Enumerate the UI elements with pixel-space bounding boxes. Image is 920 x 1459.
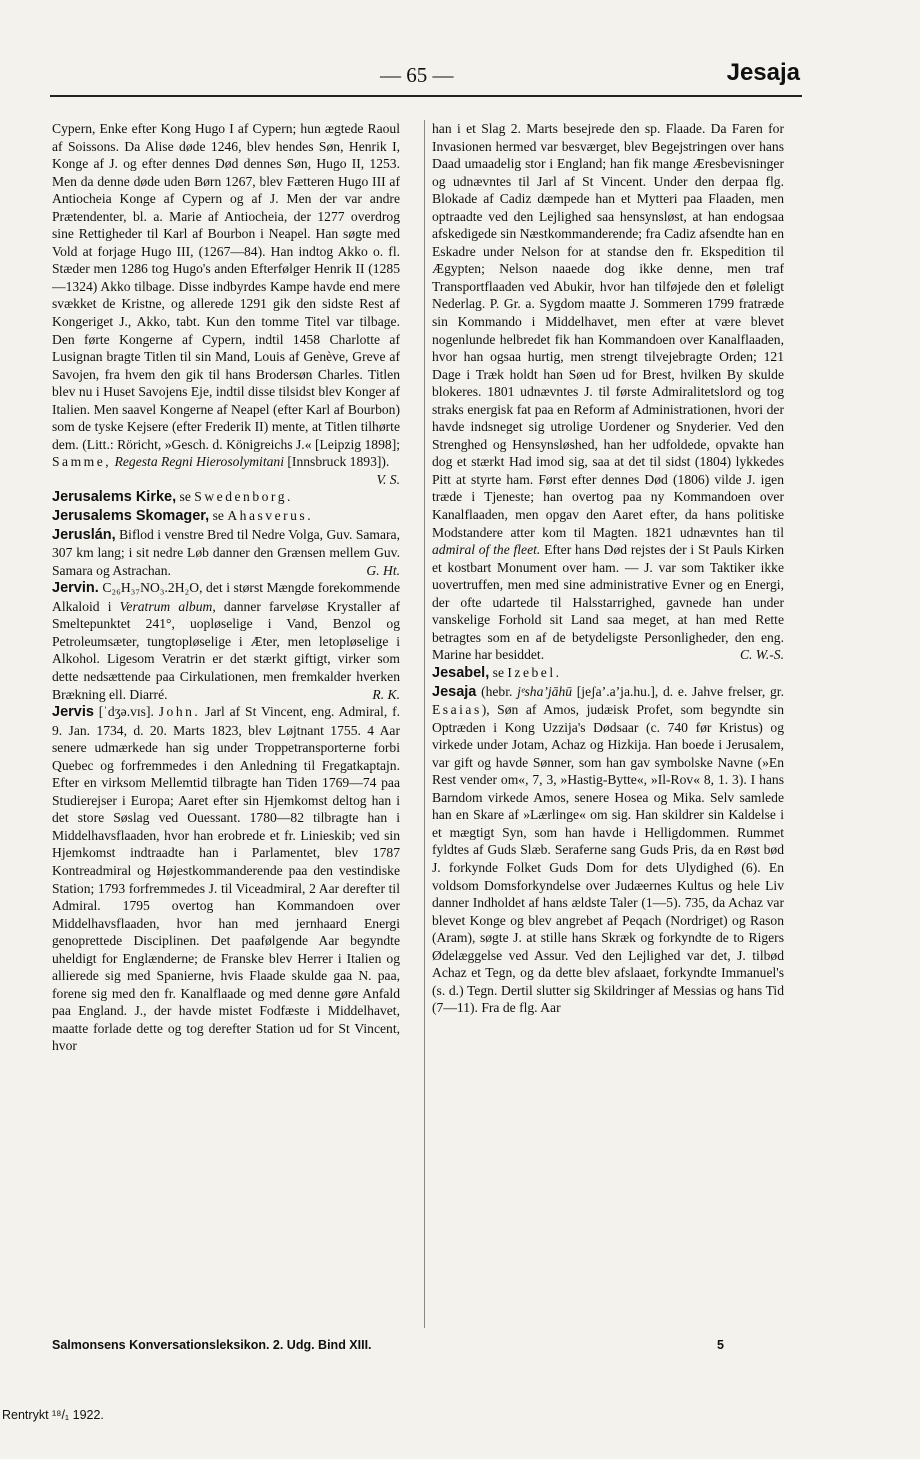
cross-reference: Izebel.	[507, 664, 562, 680]
entry-headword: Jervin.	[52, 580, 99, 597]
book-title: Regesta Regni Hierosolymitani	[114, 454, 284, 470]
pronunciation: [ˈdʒə.vɪs].	[98, 704, 154, 720]
left-column	[52, 120, 400, 1055]
page-number: — 65 —	[380, 63, 454, 87]
entry-jerusalems-kirke	[52, 488, 400, 507]
cross-reference: Ahasverus.	[227, 508, 314, 524]
entry-headword: Jesaja	[432, 683, 477, 700]
author-signature: R. K.	[372, 686, 400, 702]
page-header	[50, 55, 800, 95]
entry-jesaja	[432, 683, 784, 1017]
right-column	[432, 120, 784, 1017]
etymology: (hebr.	[481, 683, 513, 699]
entry-text: danner farveløse Krystaller af Smeltepunktet 241°, uopløselige i Vand, Benzol og Petroleumsæter, tungtopløselige i Æter, men letopløselige i Alkohol. Ligesom Veratrin er det stærkt giftigt, virker som dette nedsættende paa Cirkulationen, men fremkalder hverken Brækning ell. Diarré.	[52, 598, 400, 702]
entry-text: C₂₆H₃₇NO₃.2H₂O, det i størst Mængde forekommende Alkaloid i	[52, 580, 400, 614]
etymology: [jeʃaʼ.aʼja.hu.], d. e. Jahve frelser, gr.	[576, 683, 784, 699]
reprint-note: Rentrykt ¹⁸/₁ 1922.	[2, 1408, 104, 1422]
author-signature: V. S.	[376, 471, 400, 487]
see-label: se	[492, 664, 504, 680]
author-ref: Samme,	[52, 454, 112, 470]
entry-headword: Jerusalems Skomager,	[52, 508, 210, 525]
hebrew-name: jᵉshaʼjāhū	[517, 683, 573, 699]
article-continuation	[52, 120, 400, 487]
entry-jerusalems-skomager	[52, 507, 400, 526]
publication-line: Salmonsens Konversationsleksikon. 2. Udg. Bind XIII.	[52, 1338, 372, 1352]
entry-jervin	[52, 579, 400, 703]
entry-jervis-continuation	[432, 120, 784, 664]
article-text-end: [Innsbruck 1893]).	[287, 454, 390, 470]
first-name: John.	[158, 704, 201, 720]
column-divider	[424, 120, 425, 1328]
entry-text: han i et Slag 2. Marts besejrede den sp. Flaade. Da Faren for Invasionen hermed var besværget, blev Begejstringen over hans Daad umaadelig stor i England; han fik mange Æresbevisninger og udnævntes til Jarl af St Vincent. Under den derpaa flg. Blokade af Cadiz dæmpede han et Mytteri paa Flaaden, men optraadte ved den Lejlighed saa hensynsløst, at han endogsaa afskedigede sin Næstkommanderende; fra Cadiz afsendte han en Eskadre under Nelson for at standse den fr. Ekspedition til Ægypten; Nelson naaede dog ikke denne, men traf Transportflaaden ved Abukir, hvor han tilføjede den et føleligt Nederlag. P. Gr. a. Sygdom maatte J. Sommeren 1799 fratræde sin Kommando i Middelhavet, men efter at være blevet nogenlunde helbredet fik han Kommandoen over Kanalflaaden, hvor han ogsaa hurtig, men strengt tilvejebragte Orden; 121 Dage i Træk holdt han Søen ud for Brest, hvilken By skulde blokeres. 1801 udnævntes J. til første Admiralitetslord og tog straks energisk fat paa en Reform af Administrationen, hvori der havde indsneget sig utrolige Uordener og Snyderier. Ved den Strenghed og Hensynsløshed, han her udfoldede, opvakte han dog et stærkt Had imod sig, saa at det til sidst (1804) lykkedes Pitt at styrte ham. Først efter dennes Død (1806) vilde J. igen træde i Tjeneste; han overtog paa ny Kommandoen over Kanalflaaden, men opgav den Aaret efter, da hans politiske Modstandere atter kom til Magten. 1821 udnævntes han til	[432, 121, 784, 540]
header-rule	[50, 95, 802, 97]
entry-text-end: Efter hans Død rejstes der i St Pauls Kirken et kostbart Monument over ham. — J. var som Taktiker ikke uovertruffen, men med sine administrative Evner og en Energi, der ofte udartede til Halsstarrighed, gavnede han under vanskelige Forhold sit Land saa meget, at han med Rette betragtes som en af de betydeligste Personligheder, den eng. Marine har besiddet.	[432, 542, 784, 663]
cross-reference: Swedenborg.	[194, 489, 293, 505]
sheet-number: 5	[717, 1338, 724, 1352]
article-text: Cypern, Enke efter Kong Hugo I af Cypern; hun ægtede Raoul af Soissons. Da Alise døde 1246, blev hendes Søn, Henrik I, Konge af J. og efter dennes Død dennes Søn, Hugo II, 1253. Men da denne døde uden Børn 1267, blev Fætteren Hugo III af Antiocheia Konge af Cypern og af J. Men der var andre Prætendenter, bl. a. Marie af Antiocheia, der 1277 overdrog sine Rettigheder til Karl af Bourbon i Neapel. Han søgte med Vold at forjage Hugo III, (1267—84). Han indtog Akko o. fl. Stæder men 1286 tog Hugo's anden Efterfølger Henrik II (1285—1324) Akko tilbage. Disse indbyrdes Kampe havde end mere svækket de Kristne, og allerede 1291 gik den sidste Rest af Kongeriget J., Akko, tabt. Kun den tomme Titel var tilbage. Den førte Kongerne af Cypern, indtil 1458 Charlotte af Lusignan bragte Titlen til sin Mand, Louis af Genève, Greve af Savojen, fra hvem den gik til hans Brodersøn Charles. Titlen blev nu i Huset Savojens Eje, indtil disse tilsidst blev Konger af Italien. Men saavel Kongerne af Neapel (efter Karl af Bourbon) som de tyske Kejsere (efter Frederik II) mente, at Titlen tilhørte dem. (Litt.: Röricht, »Gesch. d. Königreichs J.« [Leipzig 1898];	[52, 121, 400, 452]
running-head: Jesaja	[726, 59, 800, 86]
greek-name: Esaias	[432, 702, 482, 718]
entry-jervis	[52, 703, 400, 1055]
author-signature: G. Ht.	[366, 562, 400, 578]
species-name: Veratrum album,	[119, 598, 216, 614]
page-footer	[52, 1338, 724, 1352]
see-label: se	[212, 508, 224, 524]
entry-headword: Jervis	[52, 704, 94, 721]
see-label: se	[179, 489, 191, 505]
title-italic: admiral of the fleet.	[432, 542, 541, 558]
entry-text: Jarl af St Vincent, eng. Admiral, f. 9. Jan. 1734, d. 20. Marts 1823, blev Løjtnant 1755. 4 Aar senere udmærkede han sig under Troppetransporterne forbi Quebec og forfremmedes i den Anledning til Fregatkaptajn. Efter en virksom Mellemtid tilbragte han Tiden 1769—74 paa Studierejser i Europa; Aaret efter sin Hjemkomst deltog han i det store Søslag ved Ouessant. 1780—82 tilbragte han i Middelhavsflaaden, hvor han erobrede et fr. Linieskib; ved sin Hjemkomst indtraadte han i Parlamentet, blev 1787 Kontreadmiral og Højestkommanderende paa den vestindiske Station; 1793 forfremmedes J. til Viceadmiral, 2 Aar derefter til Admiral. 1795 overtog han Kommandoen over Middelhavsflaaden, hvor han med jernhaard Energi genoprettede Disciplinen. Det paafølgende Aar begyndte uheldigt for Englænderne; de Franske blev Herrer i Italien og allierede sig med Spanierne, hvis Flaade skulde gaa N. paa, forene sig med den fr. Kanalflaade og med denne gøre Anfald paa England. J., der havde mistet Fodfæste i Middelhavet, maatte forlade dette og tog derefter Station ud for St Vincent, hvor	[52, 704, 400, 1054]
entry-headword: Jesabel,	[432, 664, 490, 681]
entry-text: ), Søn af Amos, judæisk Profet, som begyndte sin Optræden i Kong Uzzija's Dødsaar (c. 740 før Kristus) og virkede under Jotam, Achaz og Hizkija. Han boede i Jerusalem, var gift og havde Sønner, som han gav symbolske Navne (»En Rest vender om«, 7, 3, »Hastig-Bytte«, »Il-Rov« 8, 1. 3). I hans Barndom virkede Amos, senere Hosea og Mika. Selv samlede han en Skare af »Lærlinge« om sig. Han skildrer sin Kaldelse i et mægtigt Syn, som han havde i Helligdommen. Rummet fyldtes af Guds Slæb. Seraferne sang Guds Pris, da en Røst bød J. forkynde Folket Guds Dom for dets Ulydighed (6). En voldsom Domsforkyndelse over Judæernes Kultus og hele Liv danner Indholdet af hans ældste Taler (1—5). 735, da Achaz var blevet Konge og blev angrebet af Peqach (Nordriget) og Rason (Aram), søgte J. at stille hans Skræk og forkyndte de to Rigers Ødelæggelse ved Assur. Ved den Lejlighed var det, J. tilbød Achaz et Tegn, og da dette blev afslaaet, forkyndte Immanuel's (s. d.) Tegn. Dertil slutter sig Skildringer af Messias og hans Tid (7—11). Fra de flg. Aar	[432, 702, 784, 1016]
entry-headword: Jerusalems Kirke,	[52, 489, 177, 506]
entry-jeruslan	[52, 526, 400, 580]
entry-jesabel	[432, 664, 784, 683]
author-signature: C. W.-S.	[739, 647, 784, 663]
entry-text: Biflod i venstre Bred til Nedre Volga, Guv. Samara, 307 km lang; i sit nedre Løb danner den Grænsen mellem Guv. Samara og Astrachan.	[52, 526, 400, 578]
entry-headword: Jeruslán,	[52, 526, 116, 543]
